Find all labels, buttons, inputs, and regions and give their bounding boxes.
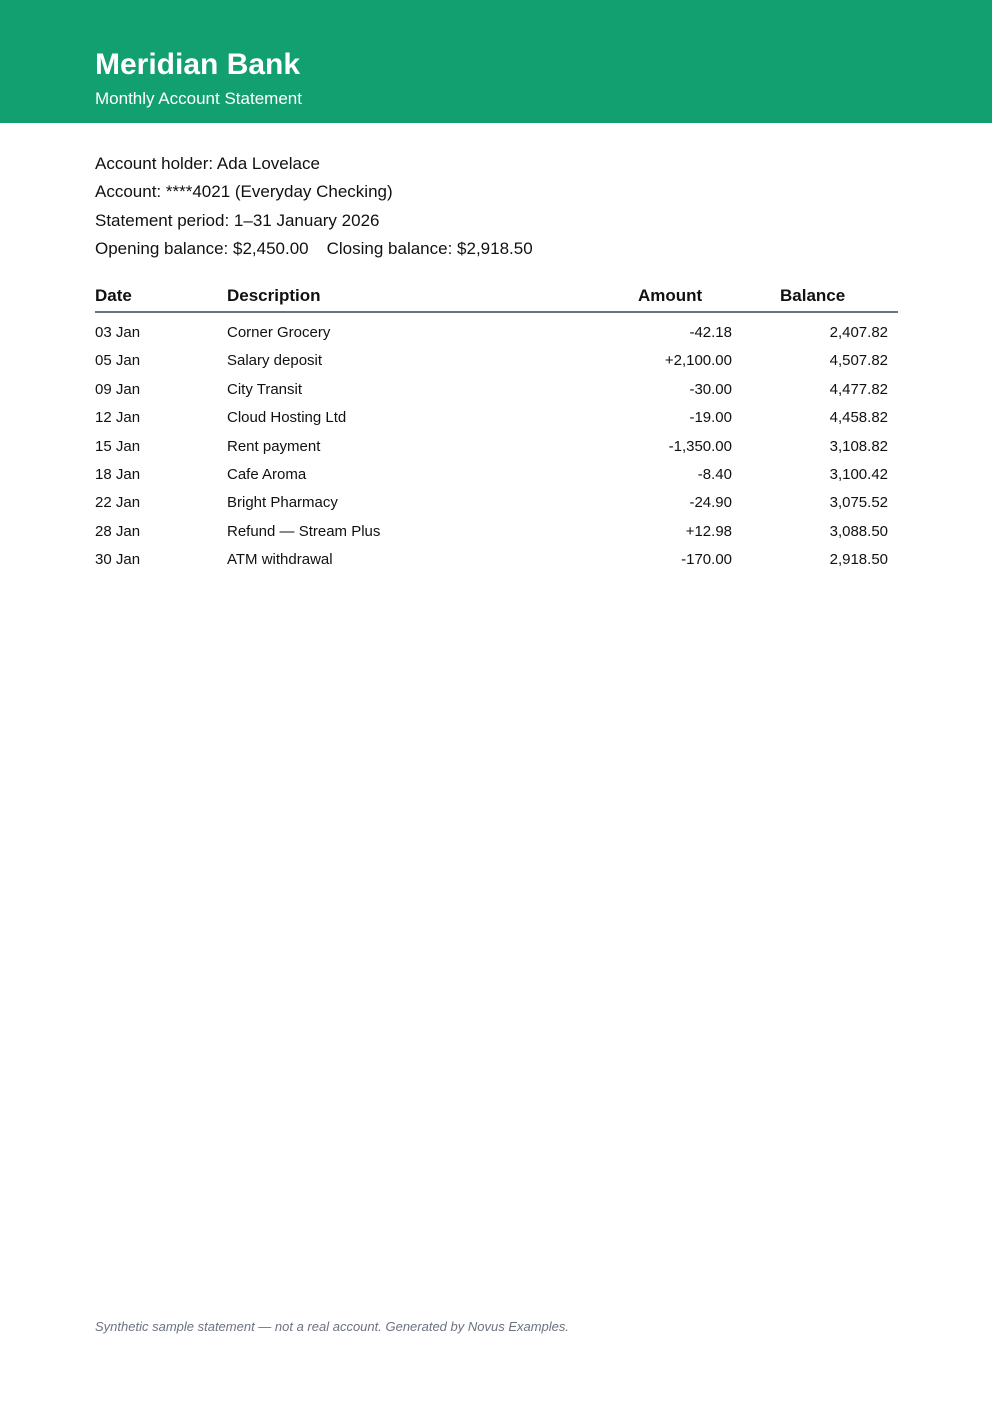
column-header-balance: Balance bbox=[780, 286, 846, 305]
cell-amount: -170.00 bbox=[681, 551, 732, 569]
table-row bbox=[95, 523, 898, 551]
cell-description: Rent payment bbox=[227, 437, 321, 455]
statement-period: Statement period: 1–31 January 2026 bbox=[95, 211, 380, 230]
statement-subtitle: Monthly Account Statement bbox=[95, 89, 302, 108]
column-header-description: Description bbox=[227, 286, 321, 305]
cell-description: Cafe Aroma bbox=[227, 465, 307, 483]
table-row bbox=[95, 466, 898, 494]
cell-amount: +12.98 bbox=[685, 522, 732, 540]
table-header bbox=[95, 286, 898, 313]
table-row bbox=[95, 409, 898, 437]
cell-balance: 4,507.82 bbox=[829, 352, 888, 370]
cell-date: 12 Jan bbox=[95, 409, 141, 427]
account-holder: Account holder: Ada Lovelace bbox=[95, 154, 320, 173]
table-body bbox=[95, 324, 898, 580]
cell-description: Salary deposit bbox=[227, 352, 323, 370]
account-number: Account: ****4021 (Everyday Checking) bbox=[95, 182, 393, 201]
table-row bbox=[95, 494, 898, 522]
cell-description: City Transit bbox=[227, 380, 303, 398]
cell-balance: 3,100.42 bbox=[829, 465, 888, 483]
cell-date: 03 Jan bbox=[95, 324, 141, 341]
cell-description: Refund — Stream Plus bbox=[227, 522, 381, 540]
cell-date: 18 Jan bbox=[95, 465, 141, 483]
cell-date: 15 Jan bbox=[95, 437, 141, 455]
cell-amount: +2,100.00 bbox=[664, 352, 732, 370]
column-header-amount: Amount bbox=[638, 286, 703, 305]
cell-description: Cloud Hosting Ltd bbox=[227, 409, 347, 427]
cell-date: 22 Jan bbox=[95, 494, 141, 512]
cell-amount: -19.00 bbox=[689, 409, 732, 427]
cell-date: 09 Jan bbox=[95, 380, 141, 398]
cell-balance: 2,407.82 bbox=[829, 324, 888, 341]
opening-balance: Opening balance: $2,450.00 bbox=[95, 239, 309, 258]
cell-amount: -24.90 bbox=[689, 494, 732, 512]
bank-name: Meridian Bank bbox=[95, 48, 301, 81]
cell-description: Bright Pharmacy bbox=[227, 494, 338, 512]
cell-description: ATM withdrawal bbox=[227, 551, 333, 569]
closing-balance: Closing balance: $2,918.50 bbox=[326, 239, 533, 258]
cell-balance: 2,918.50 bbox=[829, 551, 888, 569]
cell-description: Corner Grocery bbox=[227, 324, 331, 341]
table-row bbox=[95, 352, 898, 380]
cell-date: 30 Jan bbox=[95, 551, 141, 569]
cell-balance: 3,075.52 bbox=[829, 494, 888, 512]
cell-amount: -8.40 bbox=[697, 465, 732, 483]
cell-balance: 4,477.82 bbox=[829, 380, 888, 398]
cell-amount: -42.18 bbox=[689, 324, 732, 341]
table-row bbox=[95, 324, 898, 352]
balances-summary bbox=[95, 238, 533, 260]
table-row bbox=[95, 551, 898, 579]
cell-date: 05 Jan bbox=[95, 352, 141, 370]
transactions-table bbox=[95, 286, 898, 580]
cell-amount: -30.00 bbox=[689, 380, 732, 398]
cell-date: 28 Jan bbox=[95, 522, 141, 540]
cell-balance: 3,108.82 bbox=[829, 437, 888, 455]
cell-amount: -1,350.00 bbox=[668, 437, 732, 455]
header-banner bbox=[0, 0, 992, 123]
table-row bbox=[95, 381, 898, 409]
cell-balance: 3,088.50 bbox=[829, 522, 888, 540]
cell-balance: 4,458.82 bbox=[829, 409, 888, 427]
column-header-date: Date bbox=[95, 286, 132, 305]
table-row bbox=[95, 438, 898, 466]
disclaimer-note: Synthetic sample statement — not a real account. Generated by Novus Examples. bbox=[95, 1319, 570, 1334]
